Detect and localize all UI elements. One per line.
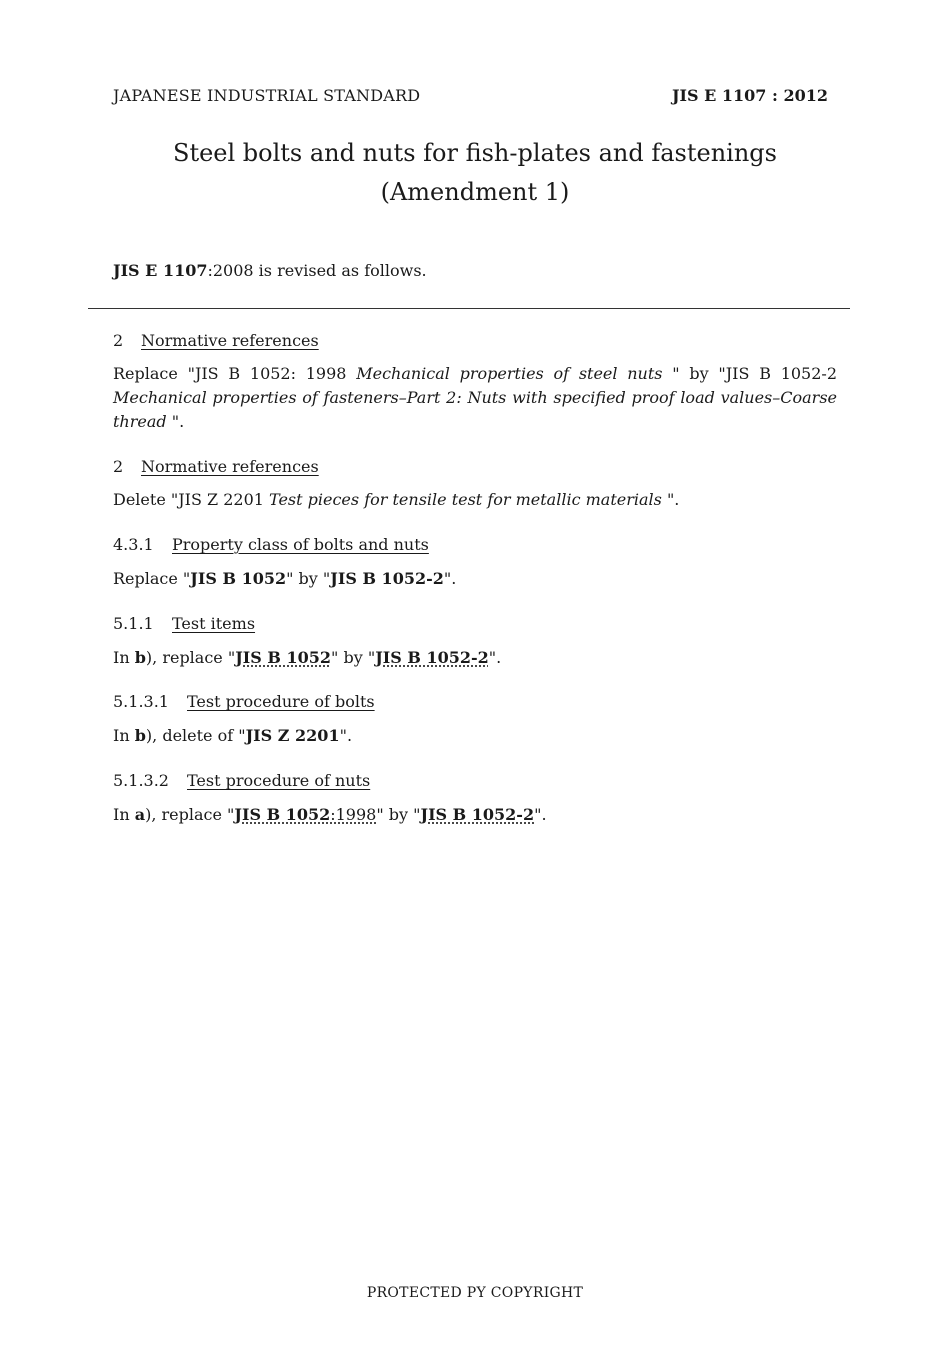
- section-title: Test procedure of bolts: [187, 692, 375, 711]
- section-body: [113, 567, 837, 591]
- section-heading: [113, 535, 429, 554]
- body-text: ".: [166, 412, 185, 431]
- item-letter: b: [134, 648, 146, 667]
- standard-code: JIS Z 2201: [245, 726, 340, 745]
- item-letter: a: [134, 805, 146, 824]
- body-text: In: [113, 726, 135, 745]
- standard-code: JIS B 1052-2: [420, 805, 535, 824]
- section-number: 5.1.3.2: [113, 771, 169, 790]
- section-body: [113, 488, 837, 512]
- section-body: [113, 724, 837, 748]
- body-italic: Test pieces for tensile test for metallic materials: [269, 490, 662, 509]
- document-subtitle: (Amendment 1): [380, 178, 570, 206]
- standard-code: JIS B 1052: [234, 805, 331, 824]
- body-text: ".: [339, 726, 353, 745]
- body-text: Replace "JIS B 1052: 1998: [113, 364, 357, 383]
- body-text: ), replace ": [145, 805, 235, 824]
- section-number: 5.1.1: [113, 614, 154, 633]
- intro-statement: [113, 261, 427, 280]
- intro-code: JIS E 1107: [113, 261, 208, 280]
- section-title: Property class of bolts and nuts: [172, 535, 429, 554]
- section-title: Test items: [172, 614, 256, 633]
- body-text: " by ": [376, 805, 421, 824]
- standard-code: JIS B 1052-2: [375, 648, 489, 667]
- section-heading: [113, 614, 255, 633]
- section-heading: [113, 331, 319, 350]
- section-title: Test procedure of nuts: [187, 771, 371, 790]
- section-body: [113, 803, 837, 827]
- body-text: In: [113, 648, 135, 667]
- body-text: Replace ": [113, 569, 191, 588]
- body-text: ".: [443, 569, 457, 588]
- standard-year: :1998: [330, 805, 377, 824]
- section-number: 5.1.3.1: [113, 692, 169, 711]
- section-number: 2: [113, 331, 124, 350]
- body-text: " by "JIS B 1052-2: [662, 364, 838, 383]
- section-heading: [113, 692, 375, 711]
- body-text: ".: [488, 648, 502, 667]
- body-text: " by ": [331, 648, 376, 667]
- body-text: ".: [661, 490, 680, 509]
- section-heading: [113, 457, 319, 476]
- body-text: Delete "JIS Z 2201: [113, 490, 270, 509]
- item-letter: b: [134, 726, 146, 745]
- section-title: Normative references: [141, 457, 319, 476]
- body-italic: Mechanical properties of steel nuts: [356, 364, 663, 383]
- standard-code: JIS B 1052-2: [330, 569, 444, 588]
- body-italic: Mechanical properties of fasteners–Part 2: Nuts with specified proof load values–Coarse thread: [113, 388, 837, 431]
- header-standard-name: JAPANESE INDUSTRIAL STANDARD: [113, 86, 421, 105]
- section-number: 2: [113, 457, 124, 476]
- section-number: 4.3.1: [113, 535, 154, 554]
- document-title: Steel bolts and nuts for fish-plates and fastenings: [173, 139, 777, 167]
- body-text: ".: [534, 805, 547, 824]
- body-text: ), replace ": [145, 648, 236, 667]
- footer-copyright: PROTECTED PY COPYRIGHT: [366, 1285, 584, 1301]
- section-heading: [113, 771, 370, 790]
- standard-code: JIS B 1052: [235, 648, 332, 667]
- standard-code: JIS B 1052: [190, 569, 287, 588]
- body-text: " by ": [286, 569, 331, 588]
- section-body: [113, 362, 837, 434]
- section-title: Normative references: [141, 331, 319, 350]
- divider: [88, 308, 850, 309]
- section-body: [113, 646, 837, 670]
- body-text: In: [113, 805, 135, 824]
- intro-text: :2008 is revised as follows.: [207, 261, 427, 280]
- header-standard-code: JIS E 1107 : 2012: [671, 86, 828, 105]
- body-text: ), delete of ": [145, 726, 246, 745]
